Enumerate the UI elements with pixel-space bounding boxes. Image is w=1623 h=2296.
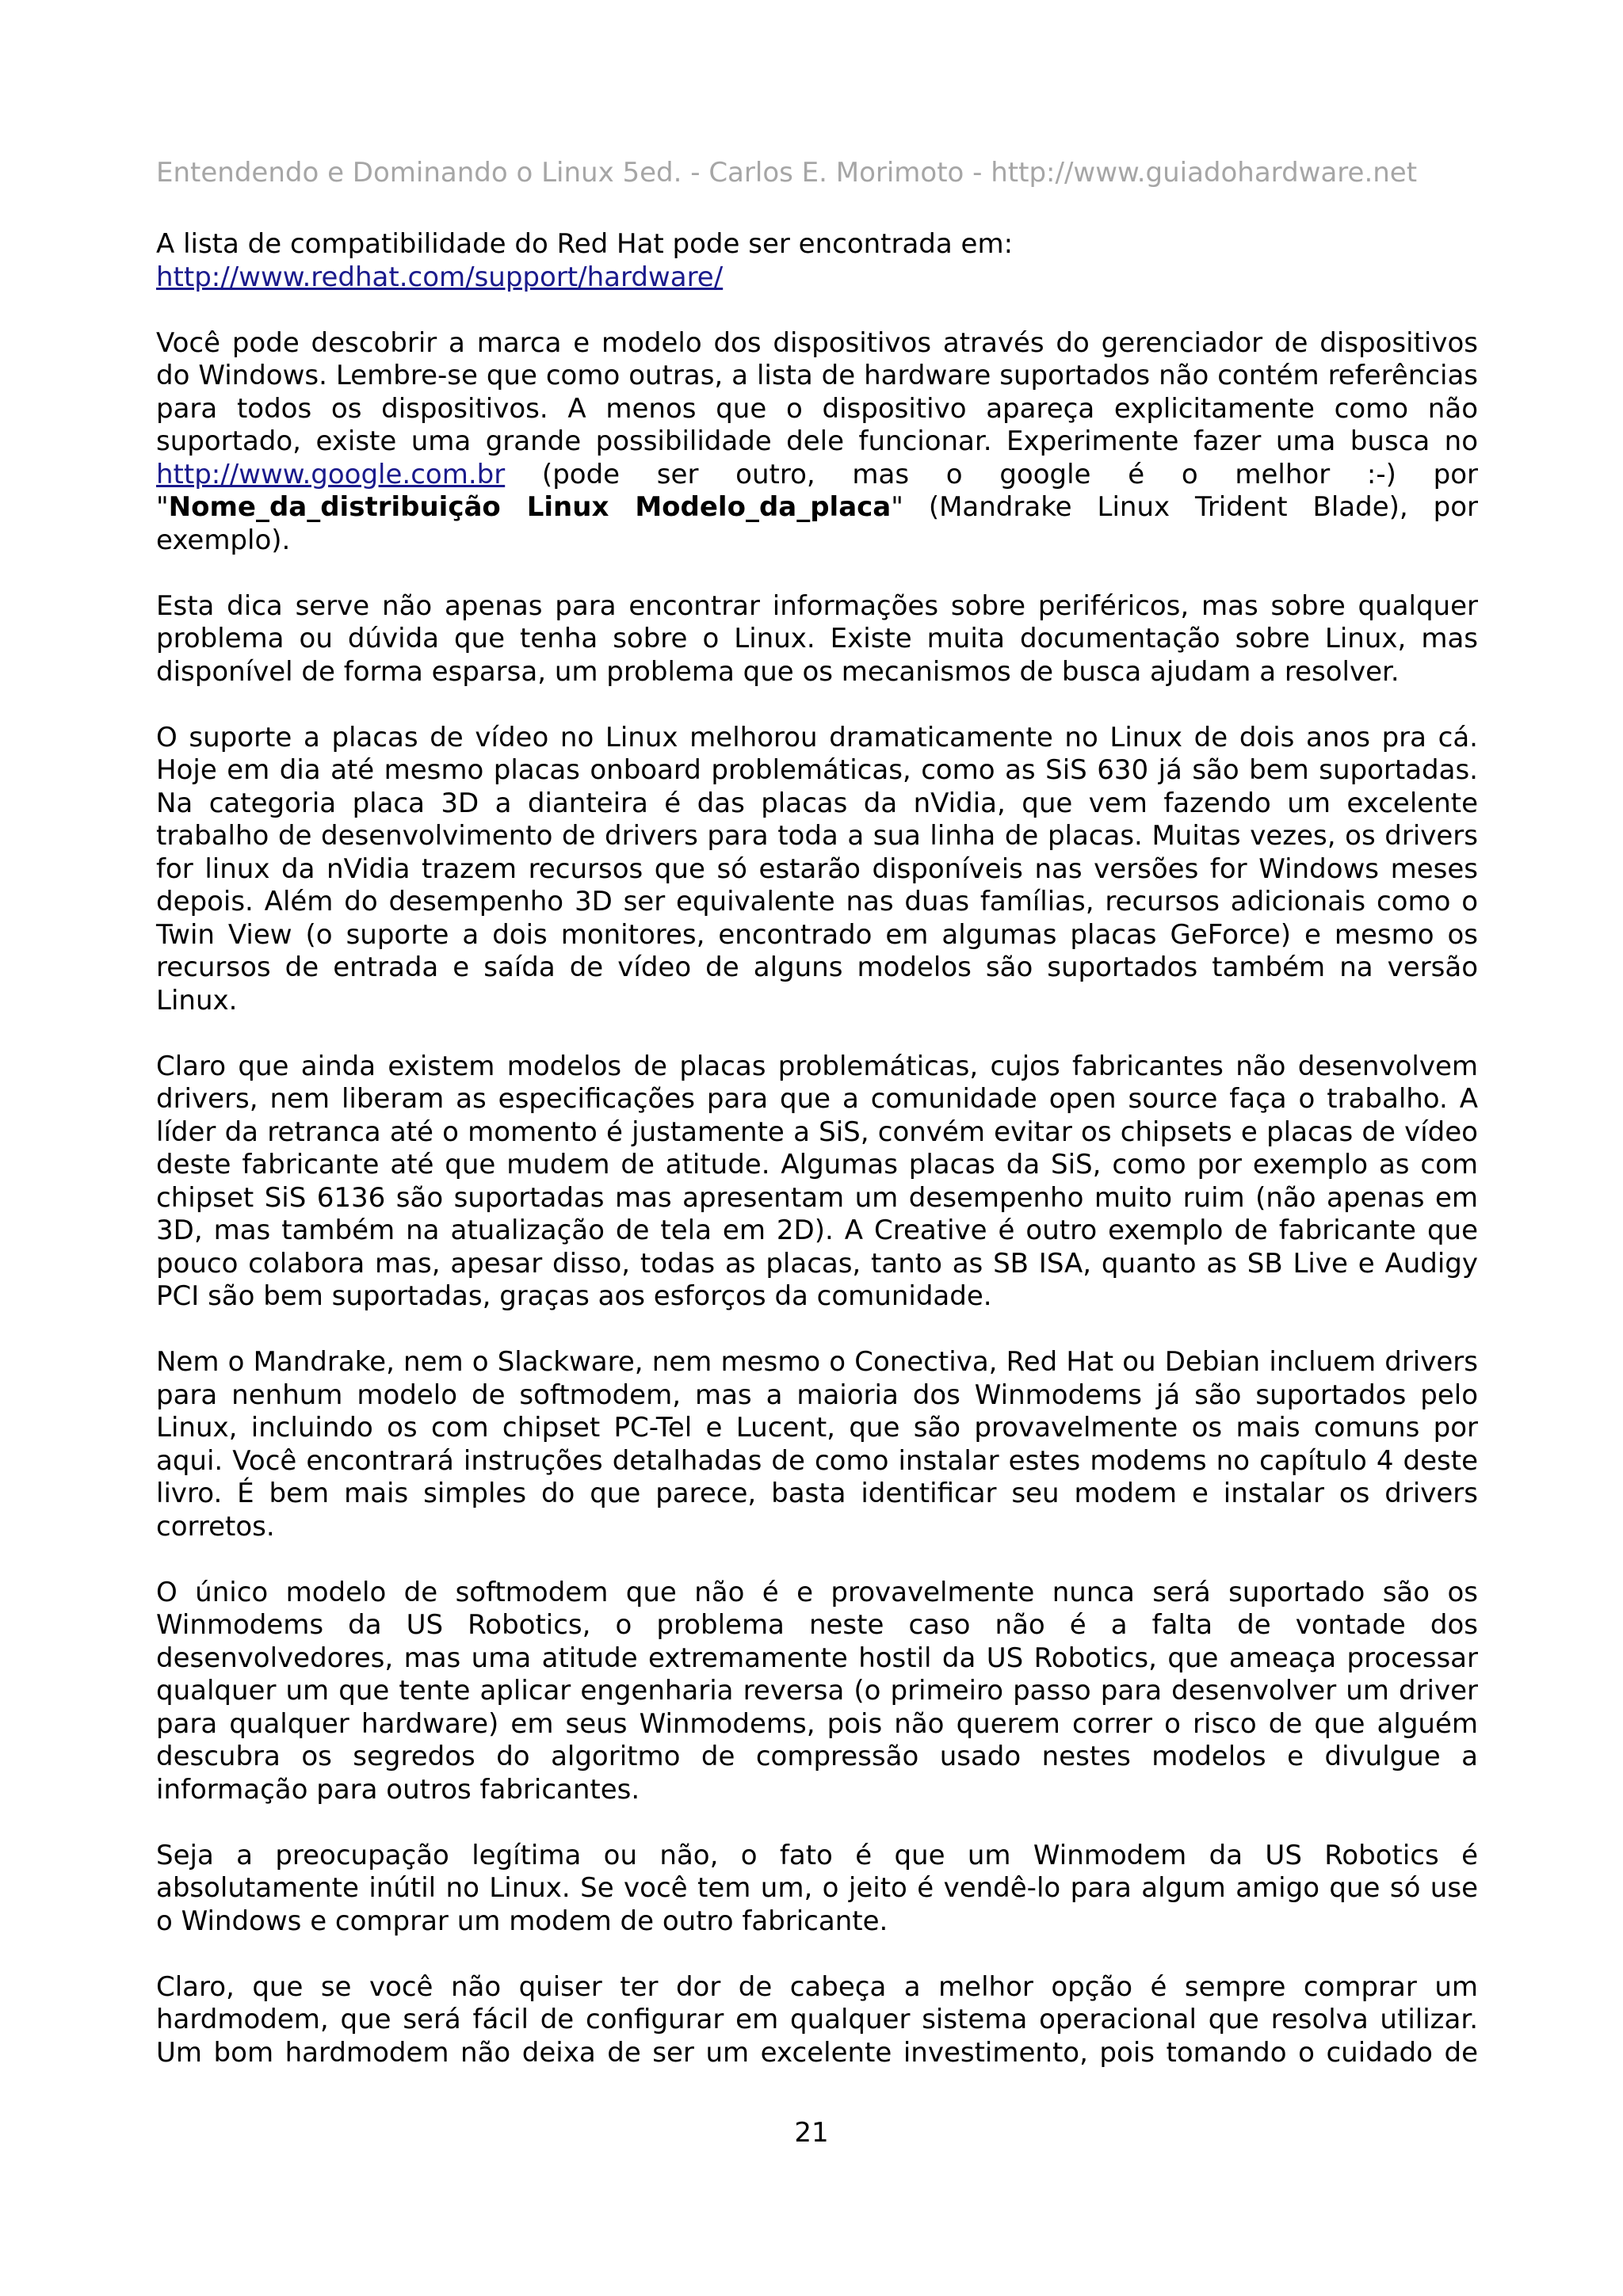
search-term-bold: Nome_da_distribuição Linux Modelo_da_placa (168, 491, 892, 523)
paragraph-8: Seja a preocupação legítima ou não, o fato é que um Winmodem da US Robotics é absolutamente inútil no Linux. Se você tem um, o jeito é vendê-lo para algum amigo que só use o Windows e comprar um modem de outro fabricante. (156, 1839, 1478, 1937)
paragraph-5: Claro que ainda existem modelos de placas problemáticas, cujos fabricantes não desenvolvem drivers, nem liberam as especificações para que a comunidade open source faça o trabalho. A líder da retranca até o momento é justamente a SiS, convém evitar os chipsets e placas de vídeo deste fabricante até que mudem de atitude. Algumas placas da SiS, como por exemplo as com chipset SiS 6136 são suportadas mas apresentam um desempenho muito ruim (não apenas em 3D, mas também na atualização de tela em 2D). A Creative é outro exemplo de fabricante que pouco colabora mas, apesar disso, todas as placas, tanto as SB ISA, quanto as SB Live e Audigy PCI são bem suportadas, graças aos esforços da comunidade. (156, 1050, 1478, 1312)
redhat-hardware-link[interactable]: http://www.redhat.com/support/hardware/ (156, 261, 724, 293)
paragraph-2 (156, 327, 1478, 558)
paragraph-7: O único modelo de softmodem que não é e provavelmente nunca será suportado são os Winmodems da US Robotics, o problema neste caso não é a falta de vontade dos desenvolvedores, mas uma atitude extremamente hostil da US Robotics, que ameaça processar qualquer um que tente aplicar engenharia reversa (o primeiro passo para desenvolver um driver para qualquer hardware) em seus Winmodems, pois não querem correr o risco de que alguém descubra os segredos do algoritmo de compressão usado nestes modelos e divulgue a informação para outros fabricantes. (156, 1576, 1478, 1806)
paragraph-4: O suporte a placas de vídeo no Linux melhorou dramaticamente no Linux de dois anos pra cá. Hoje em dia até mesmo placas onboard problemáticas, como as SiS 630 já são bem suportadas. Na categoria placa 3D a dianteira é das placas da nVidia, que vem fazendo um excelente trabalho de desenvolvimento de drivers para toda a sua linha de placas. Muitas vezes, os drivers for linux da nVidia trazem recursos que só estarão disponíveis nas versões for Windows meses depois. Além do desempenho 3D ser equivalente nas duas famílias, recursos adicionais como o Twin View (o suporte a dois monitores, encontrado em algumas placas GeForce) e mesmo os recursos de entrada e saída de vídeo de alguns modelos são suportados também na versão Linux. (156, 721, 1478, 1016)
paragraph-2-text-1: Você pode descobrir a marca e modelo dos dispositivos através do gerenciador de dispositivos do Windows. Lembre-se que como outras, a lista de hardware suportados não contém referências para todos os dispositivos. A menos que o dispositivo apareça explicitamente como não suportado, existe uma grande possibilidade dele funcionar. Experimente fazer uma busca no (156, 326, 1478, 457)
page-number: 21 (794, 2117, 829, 2149)
running-header: Entendendo e Dominando o Linux 5ed. - Carlos E. Morimoto - http://www.guiadohardware.net (156, 157, 1418, 189)
paragraph-1-text: A lista de compatibilidade do Red Hat pode ser encontrada em: (156, 228, 1014, 260)
paragraph-2-text-3: " (Mandrake Linux Trident Blade), por exemplo). (156, 491, 1478, 556)
paragraph-6: Nem o Mandrake, nem o Slackware, nem mesmo o Conectiva, Red Hat ou Debian incluem drivers para nenhum modelo de softmodem, mas a maioria dos Winmodems já são suportados pelo Linux, incluindo os com chipset PC-Tel e Lucent, que são provavelmente os mais comuns por aqui. Você encontrará instruções detalhadas de como instalar estes modems no capítulo 4 deste livro. É bem mais simples do que parece, basta identificar seu modem e instalar os drivers corretos. (156, 1346, 1478, 1543)
page-content (156, 228, 1478, 2103)
google-link[interactable]: http://www.google.com.br (156, 458, 506, 490)
paragraph-9: Claro, que se você não quiser ter dor de cabeça a melhor opção é sempre comprar um hardmodem, que será fácil de configurar em qualquer sistema operacional que resolva utilizar. Um bom hardmodem não deixa de ser um excelente investimento, pois tomando o cuidado de (156, 1970, 1478, 2069)
paragraph-1 (156, 228, 1478, 294)
paragraph-2-text-2: (pode ser outro, mas o google é o melhor :-) por " (156, 458, 1478, 523)
paragraph-3: Esta dica serve não apenas para encontrar informações sobre periféricos, mas sobre qualquer problema ou dúvida que tenha sobre o Linux. Existe muita documentação sobre Linux, mas disponível de forma esparsa, um problema que os mecanismos de busca ajudam a resolver. (156, 589, 1478, 688)
